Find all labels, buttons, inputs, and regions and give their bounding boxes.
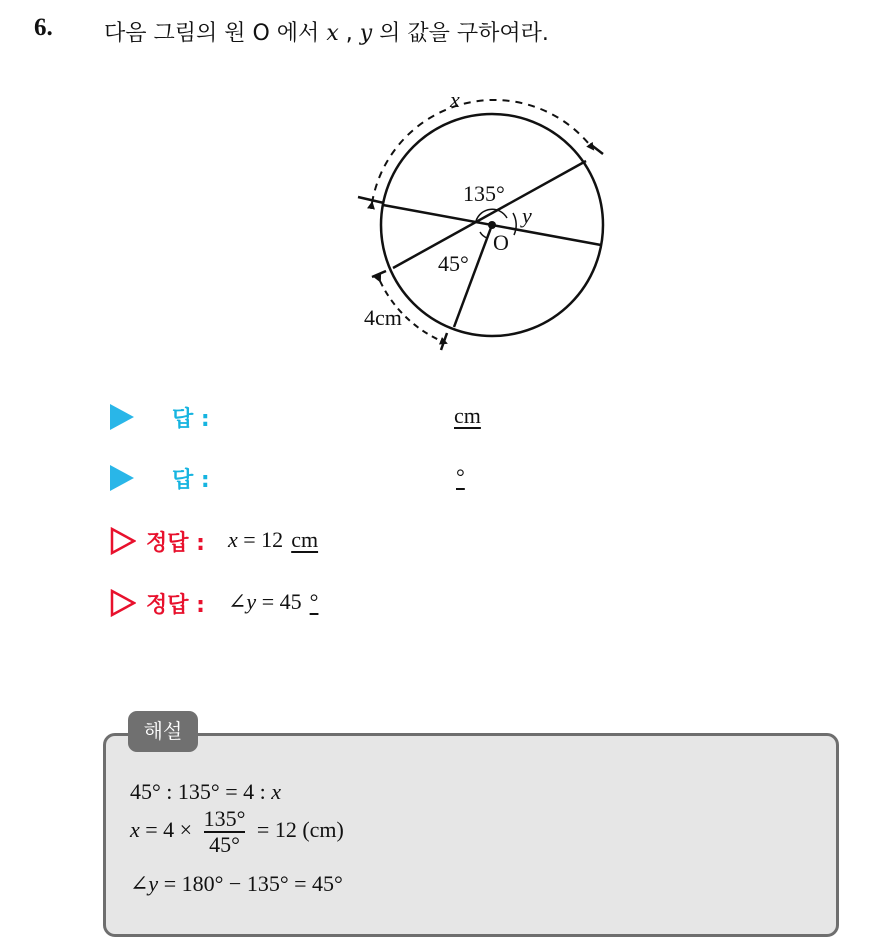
answer-unit-blank[interactable]: ° xyxy=(456,464,465,489)
solution-line-1-text: 45° : 135° = 4 : xyxy=(130,779,272,804)
correct-answer-expr: = 45 xyxy=(256,589,302,614)
solution-line-3-var: ∠y xyxy=(130,871,159,896)
answer-row-1 xyxy=(110,402,530,432)
solution-line-2-post: = 12 (cm) xyxy=(251,816,344,842)
correct-answer-value xyxy=(228,589,318,615)
question-var-y: y xyxy=(359,21,373,46)
answer-label: 답 : xyxy=(172,468,210,493)
circle-figure xyxy=(350,85,620,369)
center-point xyxy=(488,221,496,229)
fraction-numerator: 135° xyxy=(203,806,246,831)
question-text xyxy=(104,16,549,47)
correct-answer-value xyxy=(228,527,318,553)
question-text-before: 다음 그림의 원 O 에서 xyxy=(104,21,327,46)
figure-label-4cm: 4cm xyxy=(364,305,402,330)
correct-answer-row-1 xyxy=(110,526,470,556)
correct-answer-var: ∠y xyxy=(228,589,257,614)
answer-label: 답 : xyxy=(172,407,210,432)
question-var-x: x xyxy=(326,21,339,46)
answer-unit-blank[interactable]: cm xyxy=(454,403,481,428)
circle-diagram xyxy=(350,85,620,365)
outline-triangle-icon xyxy=(110,527,136,555)
fraction-denominator: 45° xyxy=(209,831,240,857)
play-triangle-icon xyxy=(110,404,134,430)
solution-line-3-expr: = 180° − 135° = 45° xyxy=(158,871,343,896)
solution-line-1 xyxy=(130,779,281,805)
solution-fraction xyxy=(204,807,246,857)
correct-answer-unit: cm xyxy=(291,527,319,552)
figure-label-O: O xyxy=(493,230,509,255)
radius-line xyxy=(454,225,492,327)
solution-line-2 xyxy=(130,807,344,857)
tick-x-left xyxy=(358,197,384,203)
solution-tab: 해설 xyxy=(128,711,198,752)
correct-answer-unit: ° xyxy=(309,589,319,614)
correct-answer-label: 정답 : xyxy=(146,593,205,618)
figure-label-135: 135° xyxy=(463,181,505,206)
figure-label-x: x xyxy=(450,87,460,112)
solution-line-1-var: x xyxy=(271,779,281,804)
solution-line-2-pre: = 4 × xyxy=(139,816,198,842)
outline-triangle-icon xyxy=(110,589,136,617)
correct-answer-label: 정답 : xyxy=(146,531,205,556)
solution-line-2-var: x xyxy=(130,816,140,842)
correct-answer-var: x xyxy=(228,527,238,552)
figure-label-45: 45° xyxy=(438,251,469,276)
figure-label-y: y xyxy=(522,203,532,228)
chord-diameter-2 xyxy=(393,161,586,268)
play-triangle-icon xyxy=(110,465,134,491)
angle-45-arc xyxy=(480,232,487,238)
correct-answer-expr: = 12 xyxy=(237,527,284,552)
solution-line-3 xyxy=(130,871,343,897)
tick-4cm-top xyxy=(372,271,386,277)
question-separator: , xyxy=(338,21,360,46)
answer-row-2 xyxy=(110,463,530,493)
angle-y-arc xyxy=(513,213,516,235)
correct-answer-row-2 xyxy=(110,588,470,618)
question-text-after: 의 값을 구하여라. xyxy=(372,21,549,46)
question-number: 6. xyxy=(34,14,53,41)
